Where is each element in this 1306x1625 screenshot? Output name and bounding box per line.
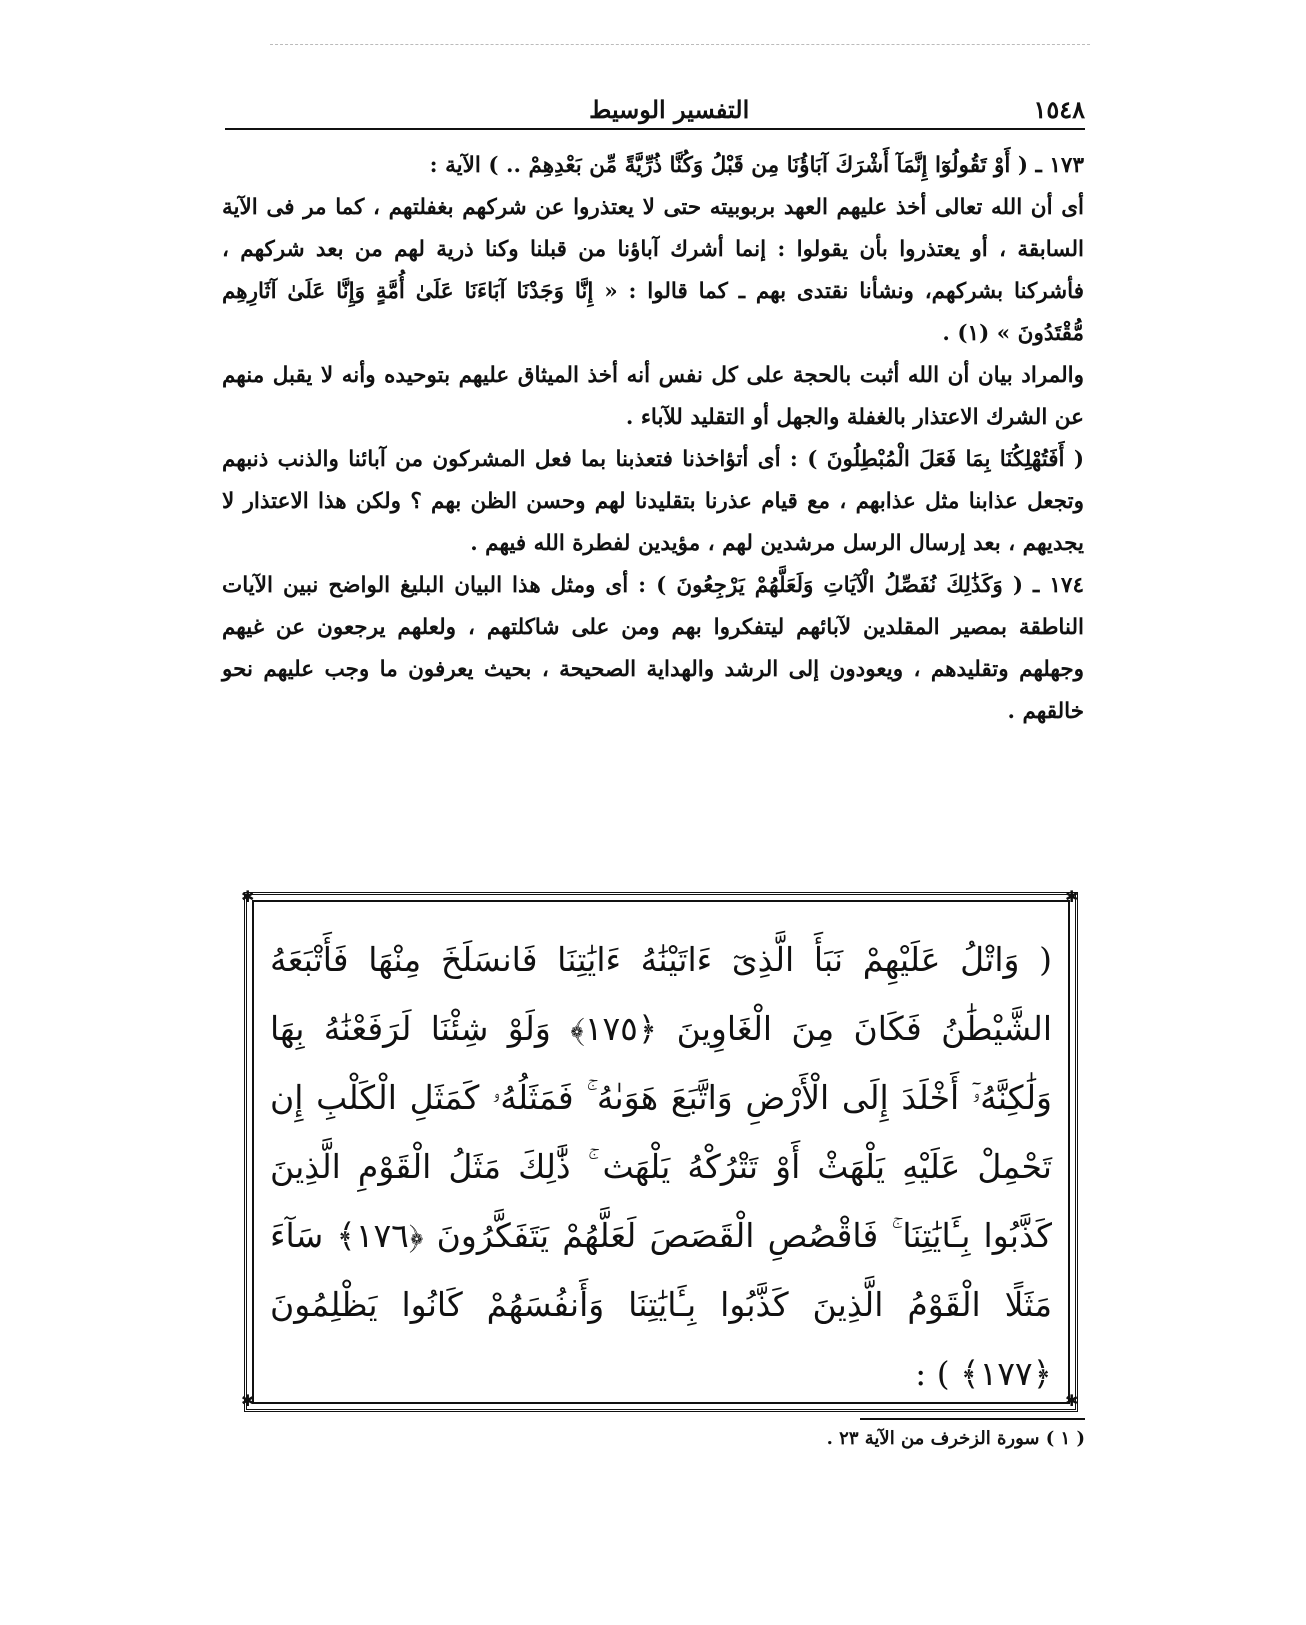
footnote-rule	[860, 1418, 1085, 1420]
paragraph-meaning: والمراد بيان أن الله أثبت بالحجة على كل نفس أنه أخذ الميثاق عليهم بتوحيده وأنه لا يقبل منهم عن الشرك الاعتذار بالغفلة والجهل أو التقليد للآباء .	[222, 363, 1084, 430]
paragraph-173-explanation: أى أن الله تعالى أخذ عليهم العهد بربوبيته حتى لا يعتذروا عن شركهم بغفلتهم ، كما مر فى الآية السابقة ، أو يعتذروا بأن يقولوا : إنما أشرك آباؤنا من قبلنا وكنا ذرية لهم من بعد شركهم ، فأشركنا بشركهم، ونشأنا نقتدى بهم ـ كما قالوا : « إِنَّا وَجَدْنَا آبَاءَنَا عَلَىٰ أُمَّةٍ وَإِنَّا عَلَىٰ آثَارِهِم مُّقْتَدُونَ » (١) .	[222, 195, 1084, 346]
paragraph-ufatuhlikuna: ( أَفَتُهْلِكُنَا بِمَا فَعَلَ الْمُبْطِلُونَ ) : أى أتؤاخذنا فتعذبنا بما فعل المشركون من آبائنا والذنب ذنبهم وتجعل عذابنا مثل عذابهم ، مع قيام عذرنا بتقليدنا لهم وحسن الظن بهم ؟ ولكن هذا الاعتذار لا يجديهم ، بعد إرسال الرسل مرشدين لهم ، مؤيدين لفطرة الله فيهم .	[222, 447, 1084, 556]
quran-verses-text: ( وَاتْلُ عَلَيْهِمْ نَبَأَ الَّذِىٓ ءَاتَيْنَٰهُ ءَايَٰتِنَا فَانسَلَخَ مِنْهَا فَأَتْبَعَهُ الشَّيْطَٰنُ فَكَانَ مِنَ الْغَاوِينَ ﴿١٧٥﴾ وَلَوْ شِئْنَا لَرَفَعْنَٰهُ بِهَا وَلَٰكِنَّهُۥٓ أَخْلَدَ إِلَى الْأَرْضِ وَاتَّبَعَ هَوَىٰهُ ۚ فَمَثَلُهُۥ كَمَثَلِ الْكَلْبِ إِن تَحْمِلْ عَلَيْهِ يَلْهَثْ أَوْ تَتْرُكْهُ يَلْهَث ۚ ذَّٰلِكَ مَثَلُ الْقَوْمِ الَّذِينَ كَذَّبُوا بِـَٔايَٰتِنَا ۚ فَاقْصُصِ الْقَصَصَ لَعَلَّهُمْ يَتَفَكَّرُونَ ﴿١٧٦﴾ سَآءَ مَثَلًا الْقَوْمُ الَّذِينَ كَذَّبُوا بِـَٔايَٰتِنَا وَأَنفُسَهُمْ كَانُوا يَظْلِمُونَ ﴿١٧٧﴾ ) :	[270, 940, 1052, 1393]
running-title: التفسير الوسيط	[589, 95, 750, 124]
footnote: ( ١ ) سورة الزخرف من الآية ٢٣ .	[826, 1428, 1085, 1449]
page-number: ١٥٤٨	[1033, 95, 1085, 124]
header-rule	[225, 128, 1085, 130]
frame-corner-ornament: ✱	[241, 1391, 255, 1410]
top-dashed-rule	[270, 44, 1090, 45]
frame-corner-ornament: ✱	[1065, 887, 1079, 906]
paragraph-174: ١٧٤ ـ ( وَكَذَٰلِكَ نُفَصِّلُ الْآيَاتِ وَلَعَلَّهُمْ يَرْجِعُونَ ) : أى ومثل هذا البيان البليغ الواضح نبين الآيات الناطقة بمصير المقلدين لآبائهم ليتفكروا بهم ومن على شاكلتهم ، ولعلهم يرجعون عن غيهم وجهلهم وتقليدهم ، ويعودون إلى الرشد والهداية الصحيحة ، بحيث يعرفون ما وجب عليهم نحو خالقهم .	[222, 573, 1084, 724]
body-text	[222, 145, 1084, 733]
frame-corner-ornament: ✱	[1065, 1391, 1079, 1410]
frame-corner-ornament: ✱	[241, 887, 255, 906]
verse-173-heading: ١٧٣ ـ ( أَوْ تَقُولُوٓا إِنَّمَآ أَشْرَكَ آبَاؤُنَا مِن قَبْلُ وَكُنَّا ذُرِّيَّةً مِّن بَعْدِهِمْ .. ) الآية :	[429, 153, 1084, 178]
page-header	[225, 88, 1085, 124]
